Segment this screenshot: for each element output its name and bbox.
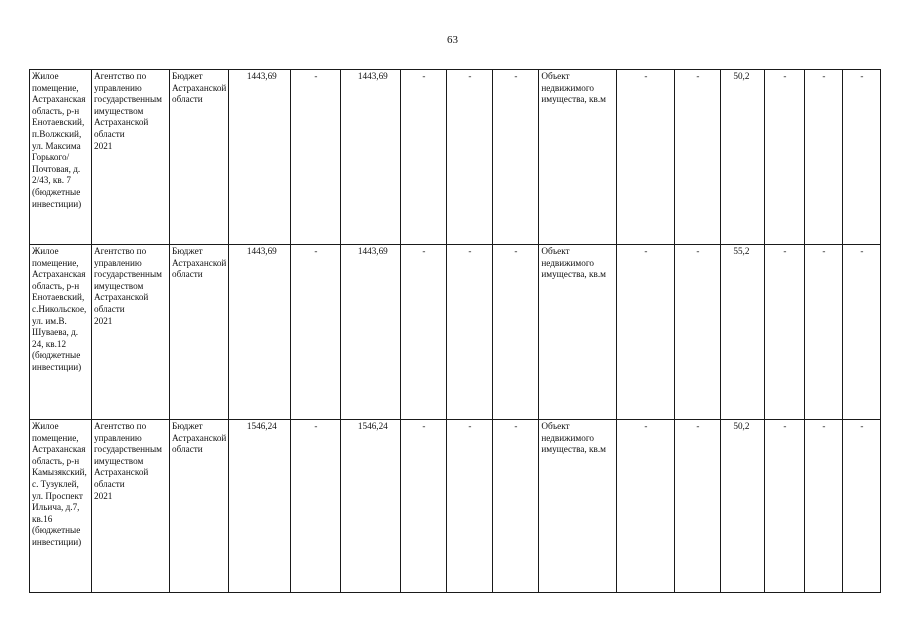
value-cell: -: [843, 245, 881, 420]
object-cell: Жилое помещение, Астраханская область, р-н Енотаевский, с.Никольское, ул. им.В. Шуваева, д. 24, кв.12 (бюджетные инвестиции): [30, 245, 92, 420]
agency-cell: Агентство по управлению государственным имуществом Астраханской области 2021: [92, 245, 170, 420]
value-cell: -: [447, 245, 493, 420]
source-cell: Бюджет Астраханской области: [170, 245, 229, 420]
table-row: [30, 245, 881, 420]
source-cell: Бюджет Астраханской области: [170, 70, 229, 245]
value-cell: -: [291, 420, 341, 593]
agency-cell: Агентство по управлению государственным имуществом Астраханской области 2021: [92, 70, 170, 245]
amount-cell: 1443,69: [229, 245, 291, 420]
page-number: 63: [447, 34, 458, 46]
object-cell: Жилое помещение, Астраханская область, р-н Камызякский, с. Тузуклей, ул. Проспект Ильича, д.7, кв.16 (бюджетные инвестиции): [30, 420, 92, 593]
agency-cell: Агентство по управлению государственным имуществом Астраханской области 2021: [92, 420, 170, 593]
amount-cell: 1546,24: [341, 420, 401, 593]
value-cell: -: [617, 245, 675, 420]
value-cell: -: [291, 245, 341, 420]
value-cell: -: [675, 245, 721, 420]
area-cell: 50,2: [721, 420, 765, 593]
value-cell: -: [447, 420, 493, 593]
value-cell: -: [843, 420, 881, 593]
value-cell: -: [617, 70, 675, 245]
amount-cell: 1443,69: [341, 245, 401, 420]
value-cell: -: [447, 70, 493, 245]
value-cell: -: [401, 70, 447, 245]
unit-cell: Объект недвижимого имущества, кв.м: [539, 70, 617, 245]
value-cell: -: [493, 420, 539, 593]
value-cell: -: [617, 420, 675, 593]
value-cell: -: [765, 245, 805, 420]
value-cell: -: [493, 70, 539, 245]
value-cell: -: [675, 70, 721, 245]
value-cell: -: [765, 70, 805, 245]
source-cell: Бюджет Астраханской области: [170, 420, 229, 593]
amount-cell: 1443,69: [229, 70, 291, 245]
value-cell: -: [805, 70, 843, 245]
table-row: [30, 70, 881, 245]
table-row: [30, 420, 881, 593]
object-cell: Жилое помещение, Астраханская область, р-н Енотаевский, п.Волжский, ул. Максима Горького/ Почтовая, д. 2/43, кв. 7 (бюджетные инвестиции): [30, 70, 92, 245]
unit-cell: Объект недвижимого имущества, кв.м: [539, 245, 617, 420]
unit-cell: Объект недвижимого имущества, кв.м: [539, 420, 617, 593]
value-cell: -: [675, 420, 721, 593]
value-cell: -: [401, 245, 447, 420]
amount-cell: 1546,24: [229, 420, 291, 593]
value-cell: -: [401, 420, 447, 593]
value-cell: -: [843, 70, 881, 245]
budget-table: [29, 69, 881, 593]
area-cell: 55,2: [721, 245, 765, 420]
value-cell: -: [493, 245, 539, 420]
area-cell: 50,2: [721, 70, 765, 245]
value-cell: -: [805, 420, 843, 593]
amount-cell: 1443,69: [341, 70, 401, 245]
value-cell: -: [805, 245, 843, 420]
value-cell: -: [765, 420, 805, 593]
value-cell: -: [291, 70, 341, 245]
